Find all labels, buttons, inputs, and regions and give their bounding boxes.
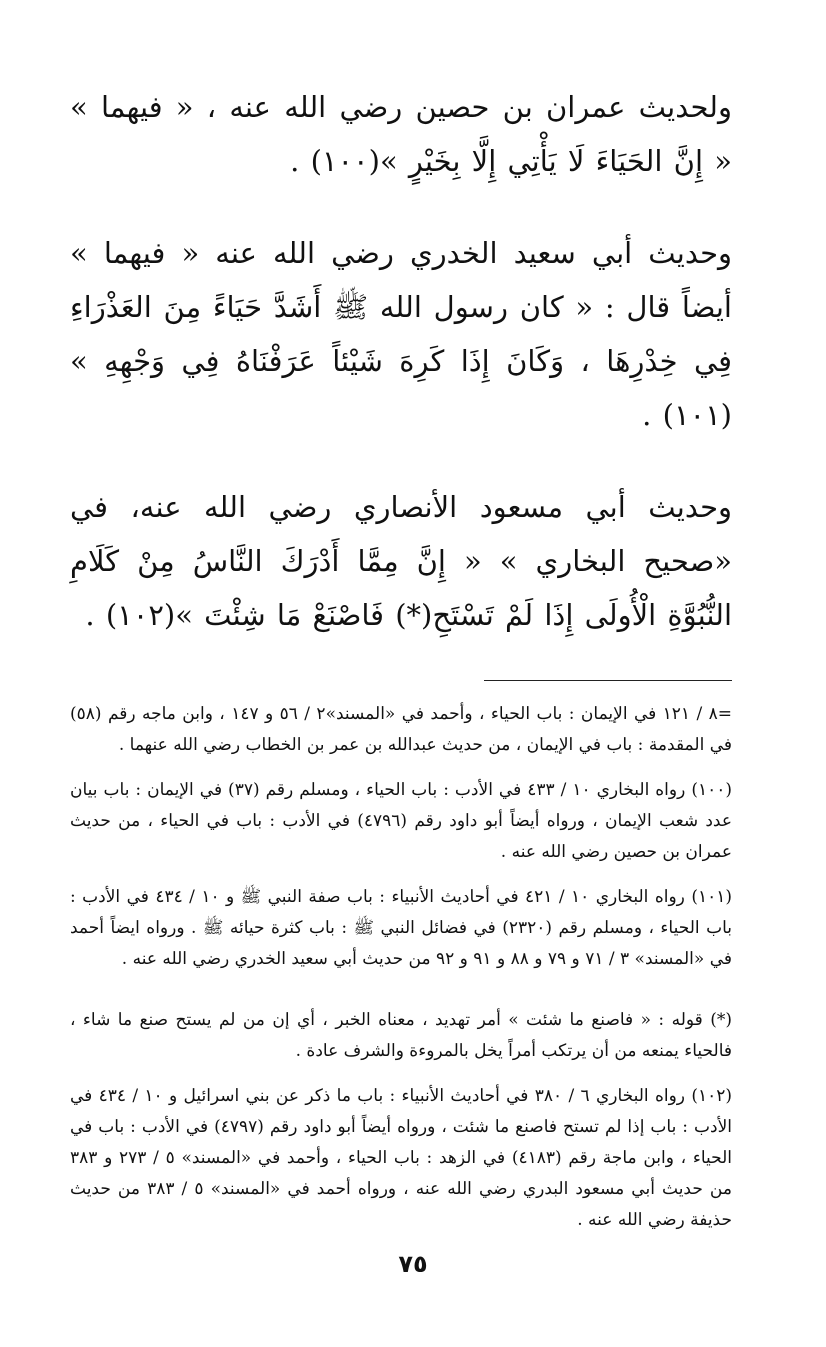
page-number: ٧٥ xyxy=(398,1250,428,1278)
footnote-star: (*) قوله : « فاصنع ما شئت » أمر تهديد ، معناه الخبر ، أي إن من لم يستح صنع ما شاء ، فالحياء يمنعه من أن يرتكب أمراً يخل بالمروءة والشرف عادة . xyxy=(70,1010,732,1061)
footnote-102: (١٠٢) رواه البخاري ٦ / ٣٨٠ في أحاديث الأنبياء : باب ما ذكر عن بني اسرائيل و ١٠ / ٤٣٤ في الأدب : باب إذا لم تستح فاصنع ما شئت ، ورواه أيضاً أبو داود رقم (٤٧٩٧) في الأدب : باب في الحياء ، وابن ماجة رقم (٤١٨٣) في الزهد : باب الحياء ، وأحمد في «المسند» ٥ / ٢٧٣ و ٣٨٣ من حديث أبي مسعود البدري رضي الله عنه ، ورواه أحمد في «المسند» ٥ / ٣٨٣ من حديث حذيفة رضي الله عنه . xyxy=(70,1086,732,1230)
footnote-separator xyxy=(484,680,732,681)
footnote-101: (١٠١) رواه البخاري ١٠ / ٤٢١ في أحاديث الأنبياء : باب صفة النبي ﷺ و ١٠ / ٤٣٤ في الأدب : باب الحياء ، ومسلم رقم (٢٣٢٠) في فضائل النبي ﷺ : باب كثرة حيائه ﷺ . ورواه ايضاً أحمد في «المسند» ٣ / ٧١ و ٧٩ و ٨٨ و ٩١ و ٩٢ من حديث أبي سعيد الخدري رضي الله عنه . xyxy=(70,887,732,969)
footnote-continued: =٨ / ١٢١ في الإيمان : باب الحياء ، وأحمد في «المسند»٢ / ٥٦ و ١٤٧ ، وابن ماجه رقم (٥٨) في المقدمة : باب في الإيمان ، من حديث عبدالله بن عمر بن الخطاب رضي الله عنهما . xyxy=(70,704,732,755)
footnote-100: (١٠٠) رواه البخاري ١٠ / ٤٣٣ في الأدب : باب الحياء ، ومسلم رقم (٣٧) في الإيمان : باب بيان عدد شعب الإيمان ، ورواه أيضاً أبو داود رقم (٤٧٩٦) في الأدب : باب في الحياء ، من حديث عمران بن حصين رضي الله عنه . xyxy=(70,780,732,862)
paragraph-abu-said-hadith: وحديث أبي سعيد الخدري رضي الله عنه « فيهما » أيضاً قال : « كان رسول الله ﷺ أَشَدَّ حَيَاءً مِنَ العَذْرَاءِ فِي خِدْرِهَا ، وَكَانَ إِذَا كَرِهَ شَيْئاً عَرَفْنَاهُ فِي وَجْهِهِ » (١٠١) . xyxy=(70,236,732,432)
paragraph-imran-hadith: ولحديث عمران بن حصين رضي الله عنه ، « فيهما » « إِنَّ الحَيَاءَ لَا يَأْتِي إِلَّا بِخَيْرٍ »(١٠٠) . xyxy=(70,90,732,178)
paragraph-abu-masud-hadith: وحديث أبي مسعود الأنصاري رضي الله عنه، في «صحيح البخاري » « إِنَّ مِمَّا أَدْرَكَ النَّاسُ مِنْ كَلَامِ النُّبُوَّةِ الْأُولَى إِذَا لَمْ تَسْتَحِ(*) فَاصْنَعْ مَا شِئْتَ »(١٠٢) . xyxy=(70,490,732,632)
page-content xyxy=(70,80,732,1250)
